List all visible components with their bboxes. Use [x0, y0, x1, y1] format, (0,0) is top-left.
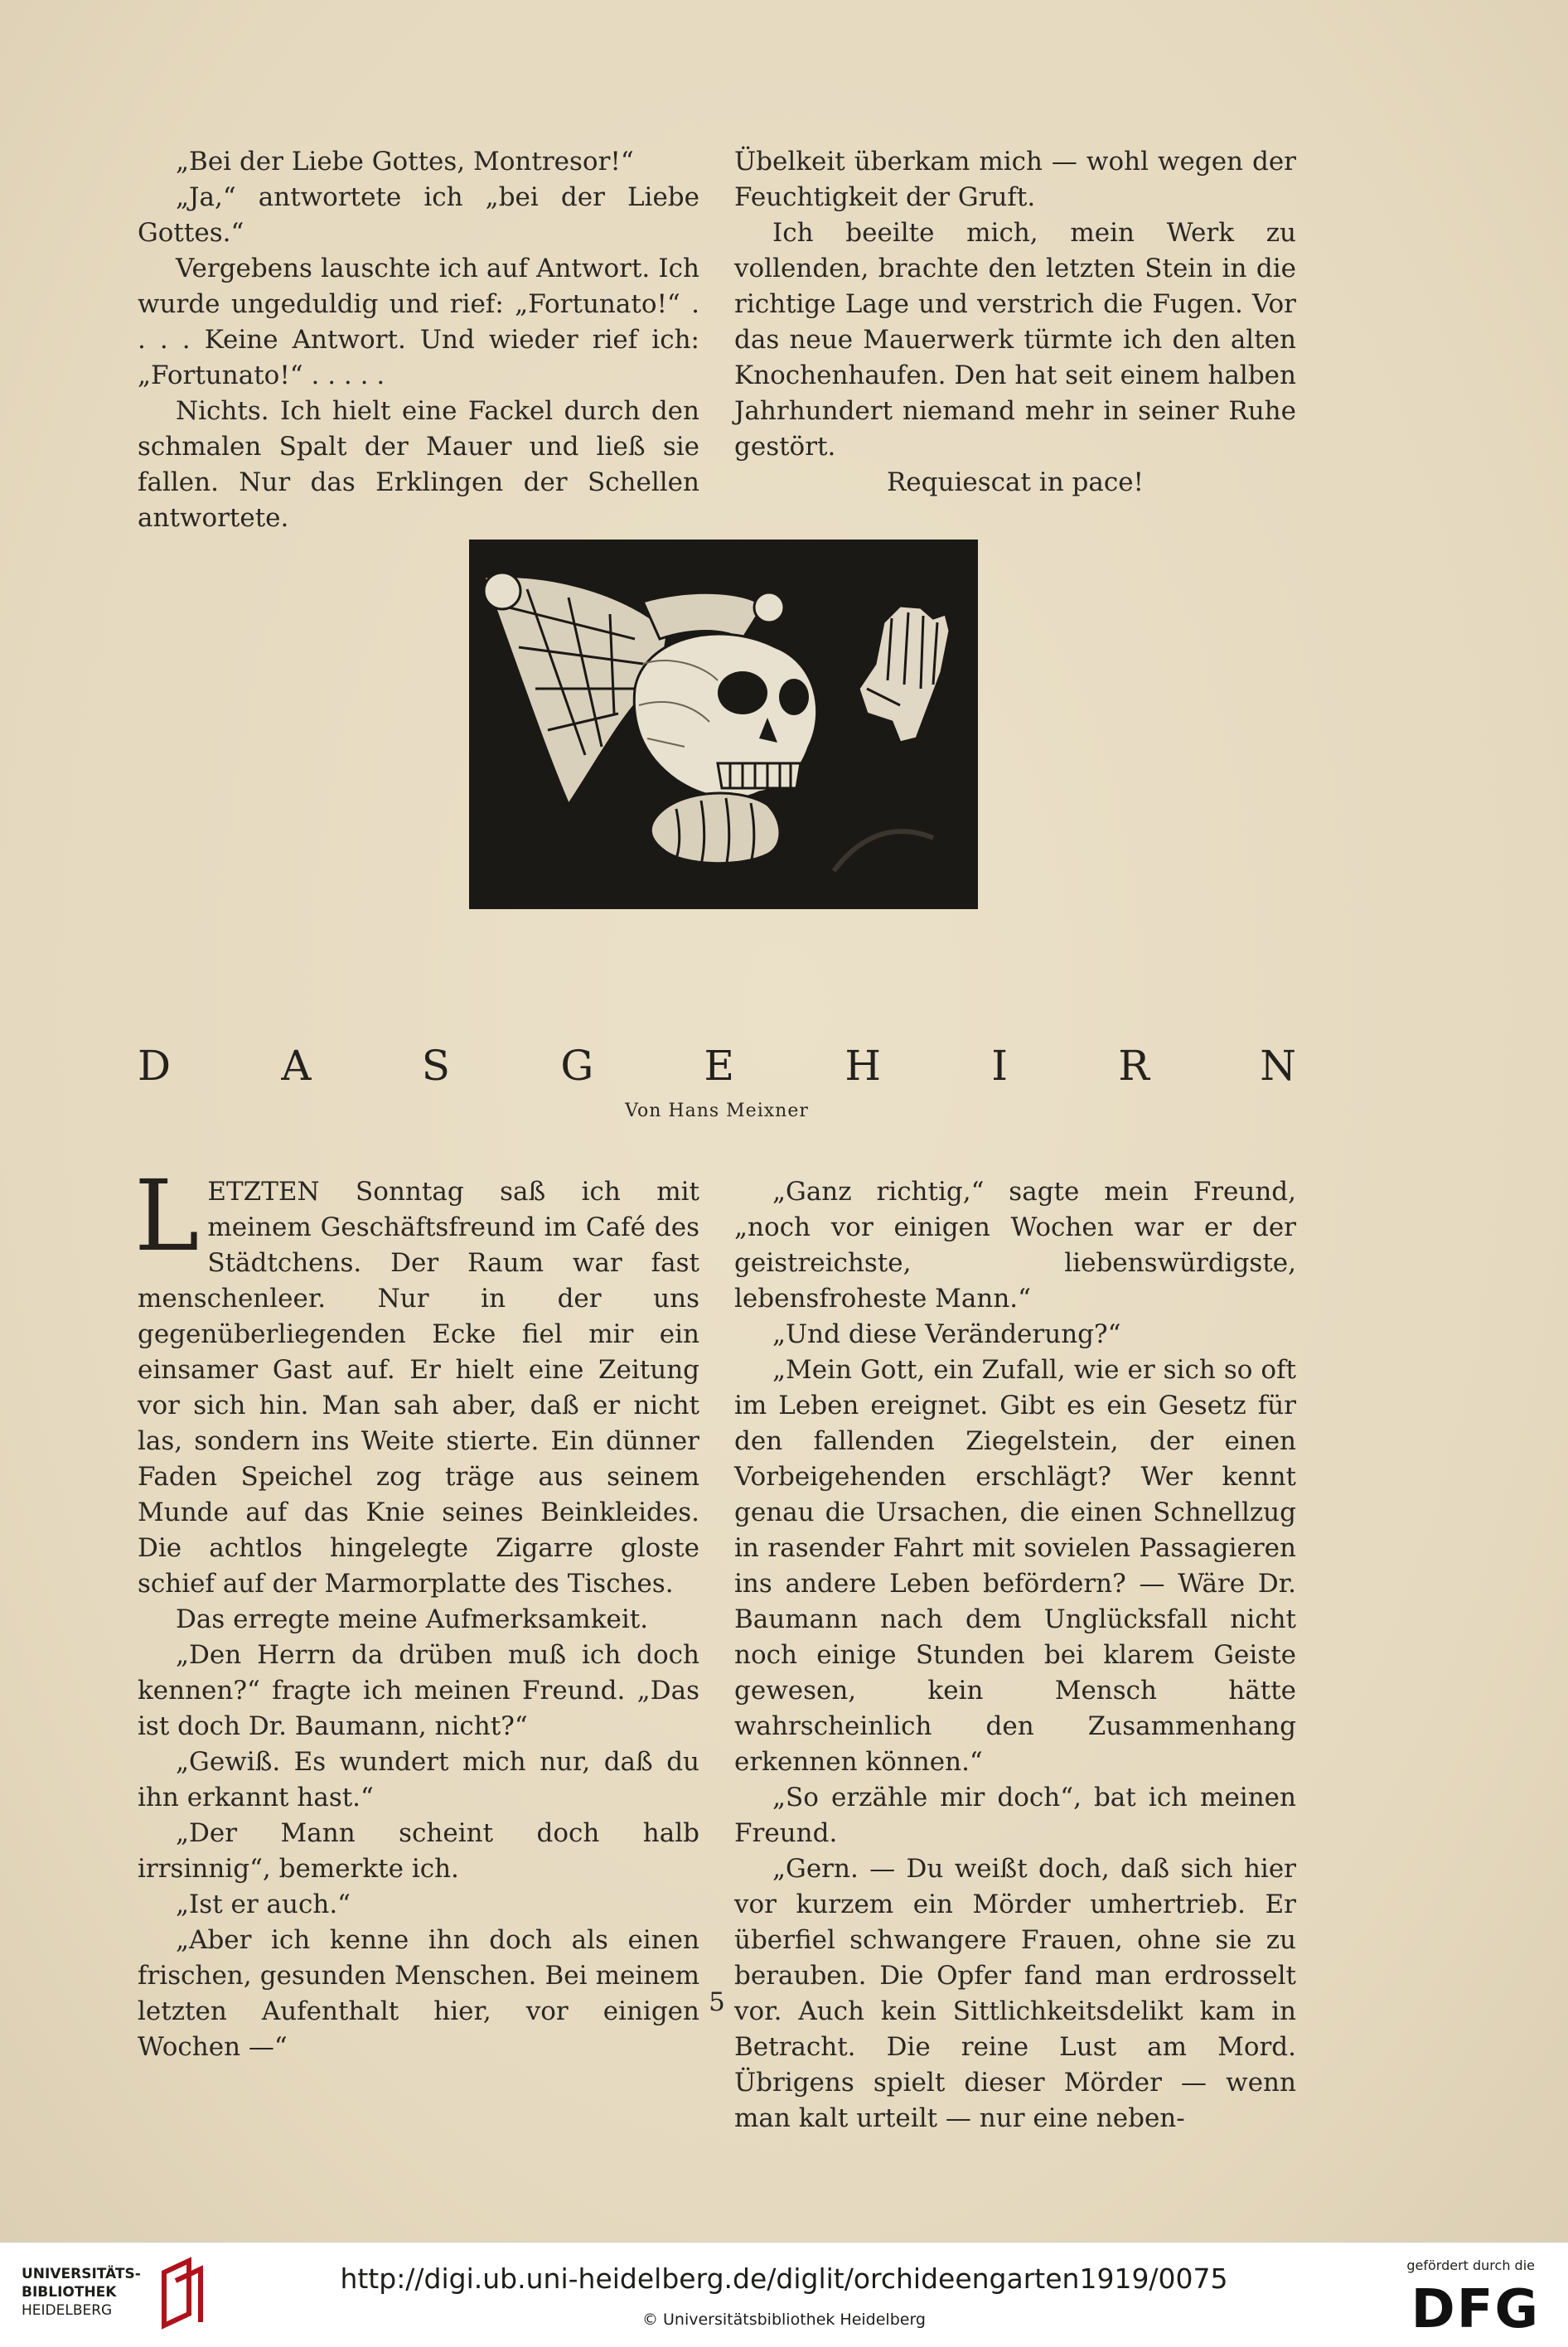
copyright-notice: © Universitätsbibliothek Heidelberg	[641, 2311, 926, 2329]
title-letter: A	[281, 1042, 312, 1090]
skull-jester-illustration	[469, 540, 978, 909]
paragraph: „Ganz richtig,“ sagte mein Freund, „noch vor einigen Wochen war er der geistreichste, liebenswürdigste, lebensfroheste Mann.“	[734, 1177, 1296, 1314]
paragraph: „Ist er auch.“	[176, 1890, 351, 1919]
text-column-top-right	[734, 144, 1296, 501]
dfg-logo: DFG	[1411, 2279, 1540, 2340]
text-column-bottom-left	[134, 1159, 699, 2065]
paragraph: Vergebens lauschte ich auf Antwort. Ich wurde ungeduldig und rief: „Fortunato!“ . . . . Keine Antwort. Und wieder rief ich: „Fortunato!“ . . . . .	[138, 254, 699, 390]
paragraph: Nichts. Ich hielt eine Fackel durch den schmalen Spalt der Mauer und ließ sie fallen. Nur das Erklingen der Schellen antwortete.	[138, 396, 699, 533]
paragraph: Das erregte meine Aufmerksamkeit.	[176, 1604, 649, 1634]
paragraph: „Aber ich kenne ihn doch als einen frischen, gesunden Menschen. Bei meinem letzten Aufenthalt hier, vor einigen Wochen —“	[138, 1925, 699, 2062]
paragraph-text: ETZTEN Sonntag saß ich mit meinem Geschäftsfreund im Café des Städtchens. Der Raum war fast menschenleer. Nur in der uns gegenüberliegenden Ecke fiel mir ein einsamer Gast auf. Er hielt eine Zeitung vor sich hin. Man sah aber, daß er nicht las, sondern ins Weite stierte. Ein dünner Faden Speichel zog träge aus seinem Munde auf das Knie seines Beinkleides. Die achtlos hingelegte Zigarre gloste schief auf der Marmorplatte des Tisches.	[138, 1177, 699, 1599]
permalink-url[interactable]: http://digi.ub.uni-heidelberg.de/diglit/orchideengarten1919/0075	[340, 2262, 1228, 2295]
library-line: HEIDELBERG	[22, 2302, 113, 2319]
title-letter: G	[560, 1042, 594, 1090]
story-title	[138, 1039, 1296, 1092]
digitization-footer	[0, 2242, 1568, 2347]
title-letter: N	[1260, 1042, 1296, 1090]
library-line: UNIVERSITÄTS-	[22, 2266, 141, 2282]
paragraph: „Und diese Veränderung?“	[772, 1319, 1121, 1349]
title-letter: I	[991, 1042, 1008, 1090]
paragraph: „Der Mann scheint doch halb irrsinnig“, bemerkte ich.	[138, 1818, 699, 1884]
title-letter: S	[421, 1042, 451, 1090]
library-line: BIBLIOTHEK	[22, 2284, 117, 2301]
paragraph: „Gewiß. Es wundert mich nur, daß du ihn erkannt hast.“	[138, 1747, 699, 1812]
paragraph: „So erzähle mir doch“, bat ich meinen Freund.	[734, 1783, 1296, 1848]
paragraph: Übelkeit überkam mich — wohl wegen der Feuchtigkeit der Gruft.	[734, 147, 1296, 212]
drop-cap: L	[134, 1159, 200, 1273]
title-letter: D	[138, 1042, 172, 1090]
paragraph: „Mein Gott, ein Zufall, wie er sich so oft im Leben ereignet. Gibt es ein Gesetz für den fallenden Ziegelstein, der einen Vorbeigehenden erschlägt? Wer kennt genau die Ursachen, die einen Schnellzug in rasender Fahrt mit sovielen Passagieren ins andere Leben befördern? — Wäre Dr. Baumann nach dem Unglücksfall nicht noch einige Stunden bei klarem Geiste gewesen, kein Mensch hätte wahrscheinlich den Zusammenhang erkennen können.“	[734, 1355, 1296, 1777]
paragraph: „Bei der Liebe Gottes, Montresor!“	[176, 147, 634, 177]
paragraph: Ich beeilte mich, mein Werk zu vollenden, brachte den letzten Stein in die richtige Lage und verstrich die Fugen. Vor das neue Mauerwerk türmte ich den alten Knochenhaufen. Den hat seit einem halben Jahrhundert niemand mehr in seiner Ruhe gestört.	[734, 218, 1296, 462]
page-number: 5	[709, 1987, 725, 2017]
paragraph	[134, 1159, 699, 1602]
paragraph: „Den Herrn da drüben muß ich doch kennen?“ fragte ich meinen Freund. „Das ist doch Dr. Baumann, nicht?“	[138, 1640, 699, 1741]
text-column-top-left	[138, 144, 699, 536]
funder-label: gefördert durch die	[1406, 2257, 1535, 2273]
closing-line: Requiescat in pace!	[886, 467, 1145, 497]
title-letter: H	[844, 1042, 881, 1090]
title-letter: E	[704, 1042, 735, 1090]
paragraph: „Gern. — Du weißt doch, daß sich hier vor kurzem ein Mörder umhertrieb. Er überfiel schwangere Frauen, ohne sie zu berauben. Die Opfer fand man erdrosselt vor. Auch kein Sittlichkeitsdelikt kam in Betracht. Die reine Lust am Mord. Übrigens spielt dieser Mörder — wenn man kalt urteilt — nur eine neben-	[734, 1854, 1296, 2133]
title-letter: R	[1118, 1042, 1149, 1090]
paragraph: „Ja,“ antwortete ich „bei der Liebe Gottes.“	[138, 182, 699, 248]
author-byline: Von Hans Meixner	[625, 1101, 809, 1121]
